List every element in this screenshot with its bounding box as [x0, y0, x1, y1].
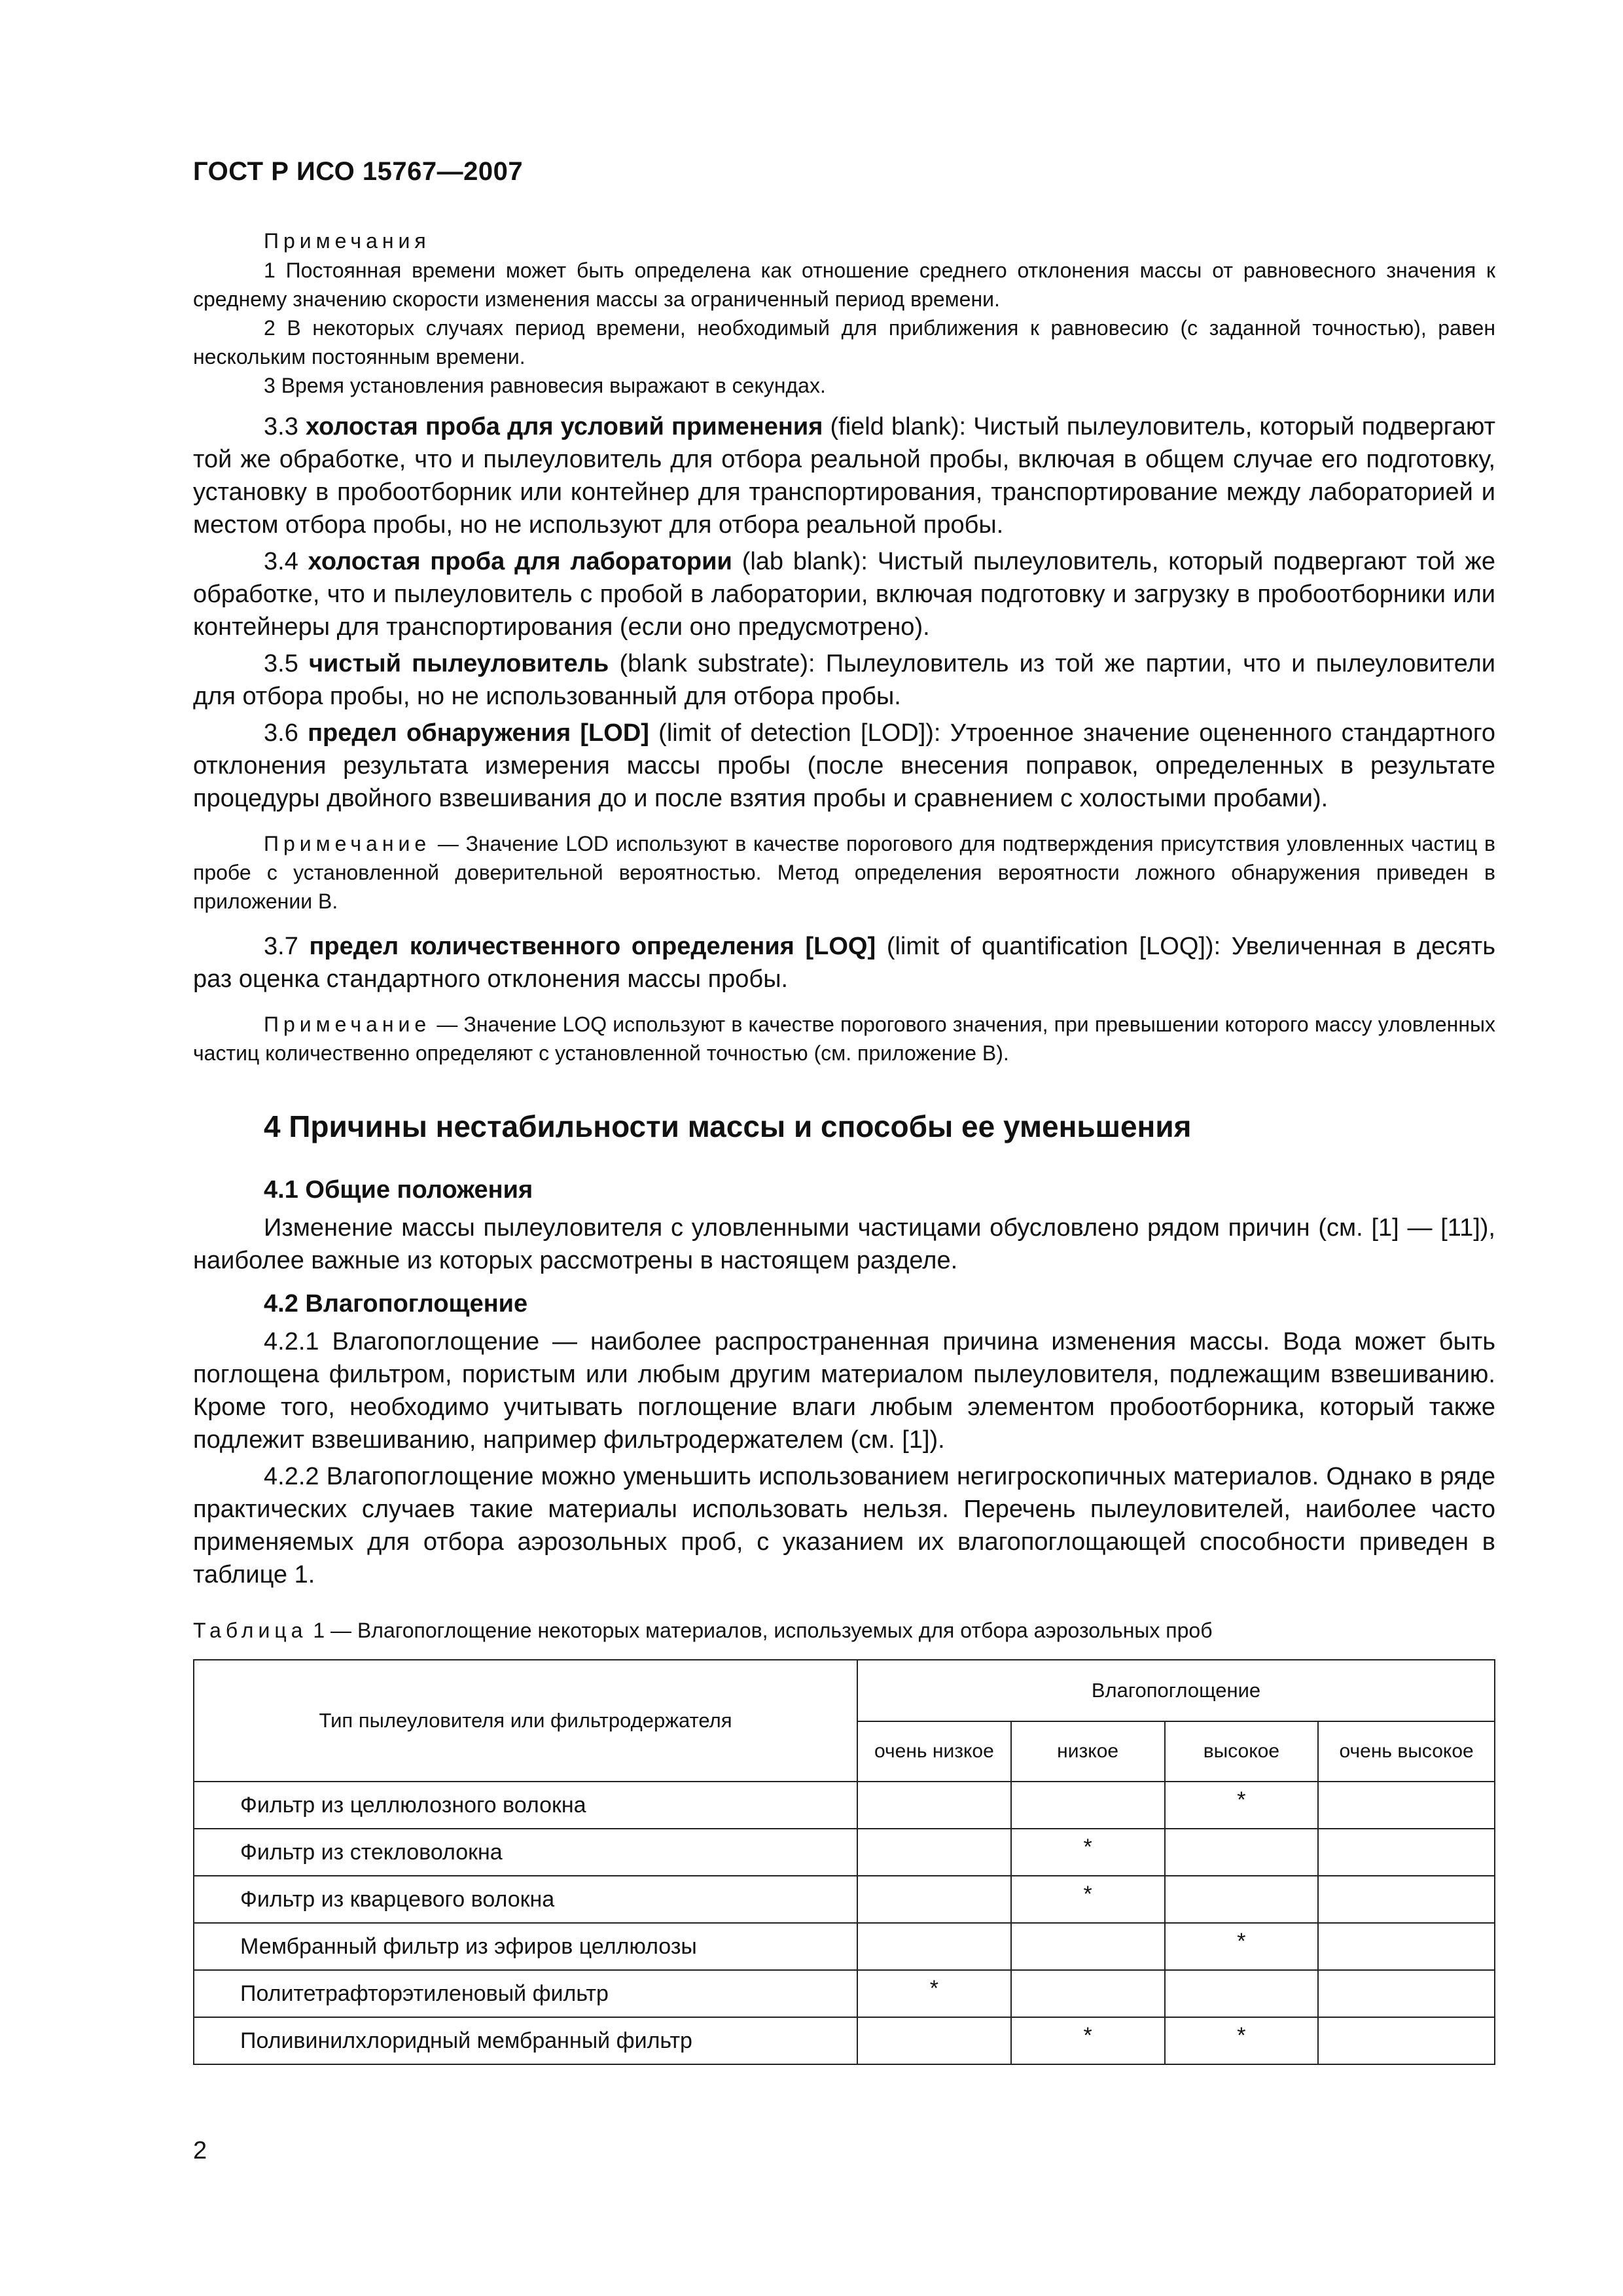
- note-1: 1 Постоянная времени может быть определена как отношение среднего отклонения массы от равновесного значения к среднему значению скорости изменения массы за ограниченный период времени.: [193, 259, 1495, 311]
- row-mark: [1318, 1970, 1495, 2017]
- header-level: высокое: [1165, 1721, 1319, 1782]
- table-row: [194, 1970, 1495, 2017]
- definition-text: (lab blank): Чистый пылеуловитель, который подвергают той же обработке, что и пылеуловитель с пробой в лаборатории, включая подготовку и загрузку в пробоотборники или контейнеры для транспортирования (если оно предусмотрено).: [193, 548, 1496, 641]
- note-label: Примечание: [264, 832, 431, 855]
- note-3: 3 Время установления равновесия выражают в секундах.: [264, 374, 826, 397]
- note-text: — Значение LOD используют в качестве порогового для подтверждения присутствия уловленных частиц в пробе с установленной доверительной вероятностью. Метод определения вероятности ложного обнаружения приведен в приложении В.: [193, 832, 1496, 913]
- section-4-heading: 4 Причины нестабильности массы и способы ее уменьшения: [264, 1109, 1192, 1143]
- definition-number: 3.6: [264, 719, 298, 747]
- row-mark: [1165, 1829, 1319, 1876]
- row-name: Фильтр из целлюлозного волокна: [194, 1782, 857, 1829]
- header-substrate-type: Тип пылеуловителя или фильтродержателя: [194, 1660, 857, 1782]
- row-name: Поливинилхлоридный мембранный фильтр: [194, 2017, 857, 2064]
- row-mark: [857, 1923, 1011, 1970]
- row-mark: [1318, 1829, 1495, 1876]
- row-name: Фильтр из стекловолокна: [194, 1829, 857, 1876]
- page-number: 2: [193, 2137, 207, 2164]
- table-row: [194, 1876, 1495, 1923]
- row-mark: *: [1165, 1923, 1319, 1970]
- row-mark: *: [1165, 2017, 1319, 2064]
- table-caption-label: Таблица: [193, 1619, 308, 1642]
- row-mark: *: [1165, 1782, 1319, 1829]
- definition-term: чистый пылеуловитель: [309, 650, 609, 677]
- note-text: — Значение LOQ используют в качестве порогового значения, при превышении которого массу уловленных частиц количественно определяют с установленной точностью (см. приложение В).: [193, 1013, 1496, 1065]
- row-mark: [857, 2017, 1011, 2064]
- row-mark: [1011, 1923, 1165, 1970]
- header-level: очень низкое: [857, 1721, 1011, 1782]
- definition-term: предел обнаружения [LOD]: [308, 719, 649, 747]
- header-level: очень высокое: [1318, 1721, 1495, 1782]
- definition-term: холостая проба для лаборатории: [308, 548, 732, 575]
- row-mark: *: [1011, 2017, 1165, 2064]
- note-loq: [193, 1010, 1495, 1067]
- table-row: [194, 1829, 1495, 1876]
- definition-3-4: [193, 545, 1495, 643]
- table-caption-text: 1 — Влагопоглощение некоторых материалов, используемых для отбора аэрозольных проб: [313, 1619, 1213, 1642]
- row-mark: *: [857, 1970, 1011, 2017]
- notes-title: Примечания: [264, 229, 431, 253]
- page-content: [193, 226, 1495, 2065]
- row-mark: [1318, 1782, 1495, 1829]
- row-name: Мембранный фильтр из эфиров целлюлозы: [194, 1923, 857, 1970]
- definition-number: 3.7: [264, 933, 298, 960]
- row-mark: [857, 1782, 1011, 1829]
- definition-3-7: [193, 930, 1495, 996]
- subsection-4-2-heading: 4.2 Влагопоглощение: [264, 1290, 528, 1318]
- table-caption: [193, 1616, 1495, 1645]
- definition-term: холостая проба для условий применения: [305, 413, 823, 440]
- note-2: 2 В некоторых случаях период времени, необходимый для приближения к равновесию (с заданной точностью), равен нескольким постоянным времени.: [193, 316, 1495, 368]
- table-row: [194, 1923, 1495, 1970]
- row-mark: *: [1011, 1876, 1165, 1923]
- row-mark: [1011, 1782, 1165, 1829]
- row-name: Фильтр из кварцевого волокна: [194, 1876, 857, 1923]
- moisture-absorption-table: [193, 1659, 1495, 2065]
- row-mark: [1318, 1876, 1495, 1923]
- paragraph-4-2-1: 4.2.1 Влагопоглощение — наиболее распространенная причина изменения массы. Вода может быть поглощена фильтром, пористым или любым другим материалом пылеуловителя, подлежащим взвешиванию. Кроме того, необходимо учитывать поглощение влаги любым элементом пробоотборника, который также подлежит взвешиванию, например фильтродержателем (см. [1]).: [193, 1328, 1495, 1454]
- row-name: Политетрафторэтиленовый фильтр: [194, 1970, 857, 2017]
- header-moisture-absorption: Влагопоглощение: [857, 1660, 1495, 1721]
- document-code-header: ГОСТ Р ИСО 15767—2007: [193, 157, 524, 186]
- definition-3-6: [193, 717, 1495, 815]
- definition-number: 3.3: [264, 413, 298, 440]
- definition-text: (limit of quantification [LOQ]): Увеличенная в десять раз оценка стандартного отклонения массы пробы.: [193, 933, 1496, 993]
- paragraph-4-2-2: 4.2.2 Влагопоглощение можно уменьшить использованием негигроскопичных материалов. Однако в ряде практических случаев такие материалы использовать нельзя. Перечень пылеуловителей, наиболее часто применяемых для отбора аэрозольных проб, с указанием их влагопоглощающей способности приведен в таблице 1.: [193, 1463, 1495, 1588]
- row-mark: *: [1011, 1829, 1165, 1876]
- row-mark: [1165, 1970, 1319, 2017]
- row-mark: [1318, 2017, 1495, 2064]
- subsection-4-1-heading: 4.1 Общие положения: [264, 1176, 533, 1204]
- row-mark: [857, 1829, 1011, 1876]
- definition-number: 3.5: [264, 650, 298, 677]
- definition-text: (blank substrate): Пылеуловитель из той же партии, что и пылеуловители для отбора пробы, но не использованный для отбора пробы.: [193, 650, 1495, 710]
- row-mark: [1165, 1876, 1319, 1923]
- row-mark: [1011, 1970, 1165, 2017]
- definition-text: (limit of detection [LOD]): Утроенное значение оцененного стандартного отклонения результата измерения массы пробы (после внесения поправок, определенных в результате процедуры двойного взвешивания до и после взятия пробы и сравнением с холостыми пробами).: [193, 719, 1495, 812]
- definition-3-5: [193, 647, 1495, 713]
- definition-text: (field blank): Чистый пылеуловитель, который подвергают той же обработке, что и пылеуловитель для отбора реальной пробы, включая в общем случае его подготовку, установку в пробоотборник или контейнер для транспортирования, транспортирование между лабораторией и местом отбора пробы, но не используют для отбора реальной пробы.: [193, 413, 1496, 539]
- table-row: [194, 1782, 1495, 1829]
- row-mark: [857, 1876, 1011, 1923]
- row-mark: [1318, 1923, 1495, 1970]
- note-label: Примечание: [264, 1013, 431, 1036]
- header-level: низкое: [1011, 1721, 1165, 1782]
- definition-number: 3.4: [264, 548, 298, 575]
- definition-term: предел количественного определения [LOQ]: [309, 933, 876, 960]
- paragraph-4-1: Изменение массы пылеуловителя с уловленными частицами обусловлено рядом причин (см. [1] — [11]), наиболее важные из которых рассмотрены в настоящем разделе.: [193, 1214, 1495, 1274]
- definition-3-3: [193, 410, 1495, 541]
- table-row: [194, 2017, 1495, 2064]
- note-lod: [193, 829, 1495, 916]
